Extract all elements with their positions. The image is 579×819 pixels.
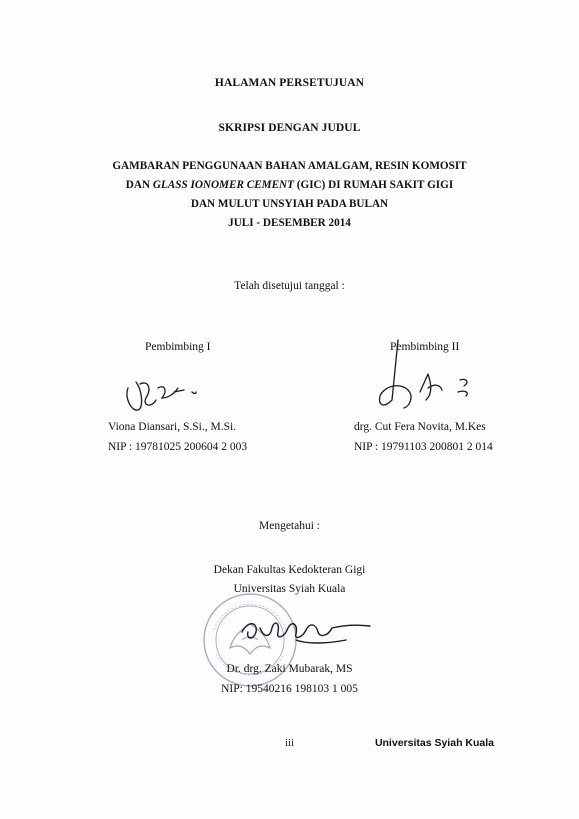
dean-signature bbox=[236, 610, 376, 650]
dean-nip: NIP: 19540216 198103 1 005 bbox=[221, 683, 358, 695]
dean-institution: Universitas Syiah Kuala bbox=[233, 583, 346, 595]
supervisor-1-signature bbox=[118, 368, 213, 420]
thesis-title-line-3: DAN MULUT UNSYIAH PADA BULAN bbox=[190, 198, 389, 210]
page-subheading: SKRIPSI DENGAN JUDUL bbox=[218, 122, 361, 134]
page-number: iii bbox=[285, 738, 294, 749]
supervisor-1-role: Pembimbing I bbox=[145, 341, 211, 353]
acknowledged-label: Mengetahui : bbox=[259, 520, 320, 532]
thesis-title-line-2: DAN GLASS IONOMER CEMENT (GIC) DI RUMAH SAKIT GIGI bbox=[125, 179, 454, 191]
supervisor-2-nip: NIP : 19791103 200801 2 014 bbox=[354, 441, 493, 453]
supervisor-2-name: drg. Cut Fera Novita, M.Kes bbox=[354, 421, 486, 433]
dean-title: Dekan Fakultas Kedokteran Gigi bbox=[213, 564, 366, 576]
thesis-title-line-1: GAMBARAN PENGGUNAAN BAHAN AMALGAM, RESIN KOMOSIT bbox=[112, 160, 467, 172]
footer-university: Universitas Syiah Kuala bbox=[374, 737, 494, 749]
supervisor-1-name: Viona Diansari, S.Si., M.Si. bbox=[108, 421, 237, 433]
thesis-title-line-4: JULI - DESEMBER 2014 bbox=[228, 217, 351, 229]
page-heading: HALAMAN PERSETUJUAN bbox=[214, 77, 365, 89]
dean-name: Dr. drg. Zaki Mubarak, MS bbox=[226, 663, 353, 675]
supervisor-2-role: Pembimbing II bbox=[390, 341, 460, 353]
approval-date-label: Telah disetujui tanggal : bbox=[234, 280, 345, 292]
supervisor-2-signature bbox=[374, 330, 484, 430]
supervisor-1-nip: NIP : 19781025 200604 2 003 bbox=[108, 441, 248, 453]
